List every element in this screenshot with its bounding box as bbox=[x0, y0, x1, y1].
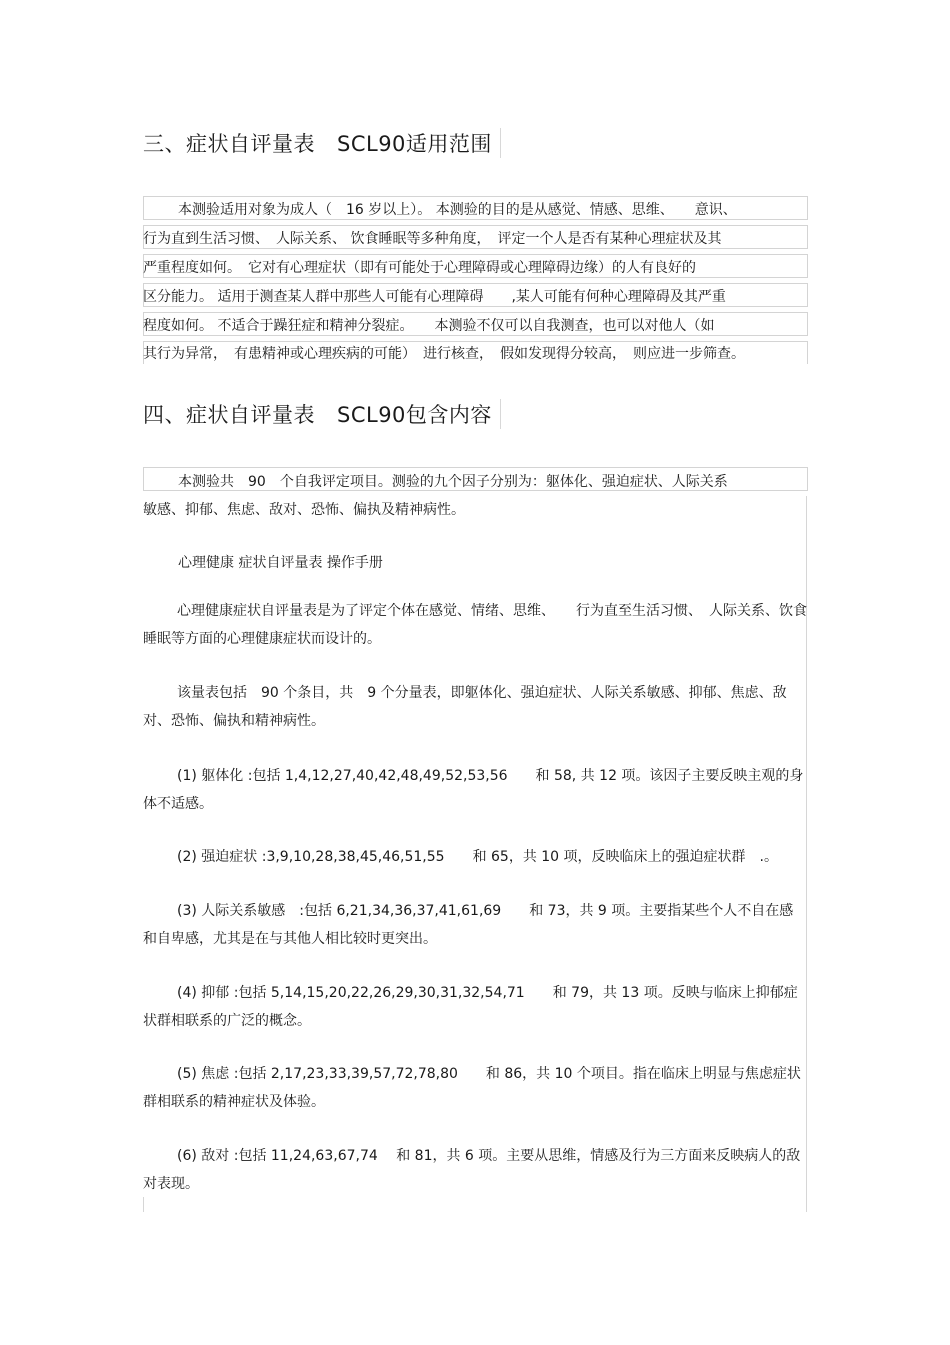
factor-item: (5) 焦虑 :包括 2,17,23,33,39,57,72,78,80 和 86，共 10 个项目。指在临床上明显与焦虑症状群相联系的精神症状及体验。 bbox=[143, 1066, 801, 1110]
section-4-intro-line-2: 敏感、抑郁、焦虑、敌对、恐怖、偏执及精神病性。 bbox=[143, 502, 465, 518]
left-border-line bbox=[143, 1197, 144, 1212]
factor-item: (3) 人际关系敏感 :包括 6,21,34,36,37,41,61,69 和 73，共 9 项。主要指某些个人不自在感和自卑感，尤其是在与其他人相比较时更突出。 bbox=[143, 903, 794, 947]
manual-title: 心理健康 症状自评量表 操作手册 bbox=[178, 555, 383, 571]
factor-item: (2) 强迫症状 :3,9,10,28,38,45,46,51,55 和 65，共 10 项，反映临床上的强迫症状群 .。 bbox=[177, 849, 778, 865]
purpose-paragraph: 心理健康症状自评量表是为了评定个体在感觉、情绪、思维、 行为直至生活习惯、 人际关系、饮食睡眠等方面的心理健康症状而设计的。 bbox=[143, 603, 807, 647]
section-3-line-4: 区分能力。 适用于测查某人群中那些人可能有心理障碍 ,某人可能有何种心理障碍及其严重 bbox=[143, 289, 726, 305]
factor-item: (6) 敌对 :包括 11,24,63,67,74 和 81，共 6 项。主要从思维，情感及行为三方面来反映病人的敌对表现。 bbox=[143, 1148, 801, 1192]
factor-item: (4) 抑郁 :包括 5,14,15,20,22,26,29,30,31,32,54,71 和 79，共 13 项。反映与临床上抑郁症状群相联系的广泛的概念。 bbox=[143, 985, 798, 1029]
section-3-line-3: 严重程度如何。 它对有心理症状（即有可能处于心理障碍或心理障碍边缘）的人有良好的 bbox=[143, 260, 696, 276]
section-3-line-5: 程度如何。 不适合于躁狂症和精神分裂症。 本测验不仅可以自我测查，也可以对他人（如 bbox=[143, 318, 715, 334]
section-4-heading bbox=[143, 399, 501, 429]
section-4-heading-suffix: SCL90包含内容 bbox=[337, 403, 492, 427]
section-4-intro-line-1: 本测验共 90 个自我评定项目。测验的九个因子分别为：躯体化、强迫症状、人际关系 bbox=[178, 474, 728, 490]
section-3-line-6: 其行为异常， 有患精神或心理疾病的可能） 进行核查， 假如发现得分较高， 则应进一步筛查。 bbox=[143, 346, 745, 362]
section-3-line-1: 本测验适用对象为成人（ 16 岁以上）。 本测验的目的是从感觉、情感、思维、 意识、 bbox=[178, 202, 737, 218]
section-3-heading-prefix: 三、症状自评量表 bbox=[143, 132, 315, 156]
section-3-heading-suffix: SCL90适用范围 bbox=[337, 132, 492, 156]
scale-paragraph: 该量表包括 90 个条目，共 9 个分量表，即躯体化、强迫症状、人际关系敏感、抑郁、焦虑、敌对、恐怖、偏执和精神病性。 bbox=[143, 685, 787, 729]
factor-item: (1) 躯体化 :包括 1,4,12,27,40,42,48,49,52,53,56 和 58, 共 12 项。该因子主要反映主观的身体不适感。 bbox=[143, 768, 804, 812]
section-3-heading bbox=[143, 128, 501, 158]
section-3-line-2: 行为直到生活习惯、 人际关系、 饮食睡眠等多种角度， 评定一个人是否有某种心理症状及其 bbox=[143, 231, 722, 247]
section-4-heading-prefix: 四、症状自评量表 bbox=[143, 403, 315, 427]
